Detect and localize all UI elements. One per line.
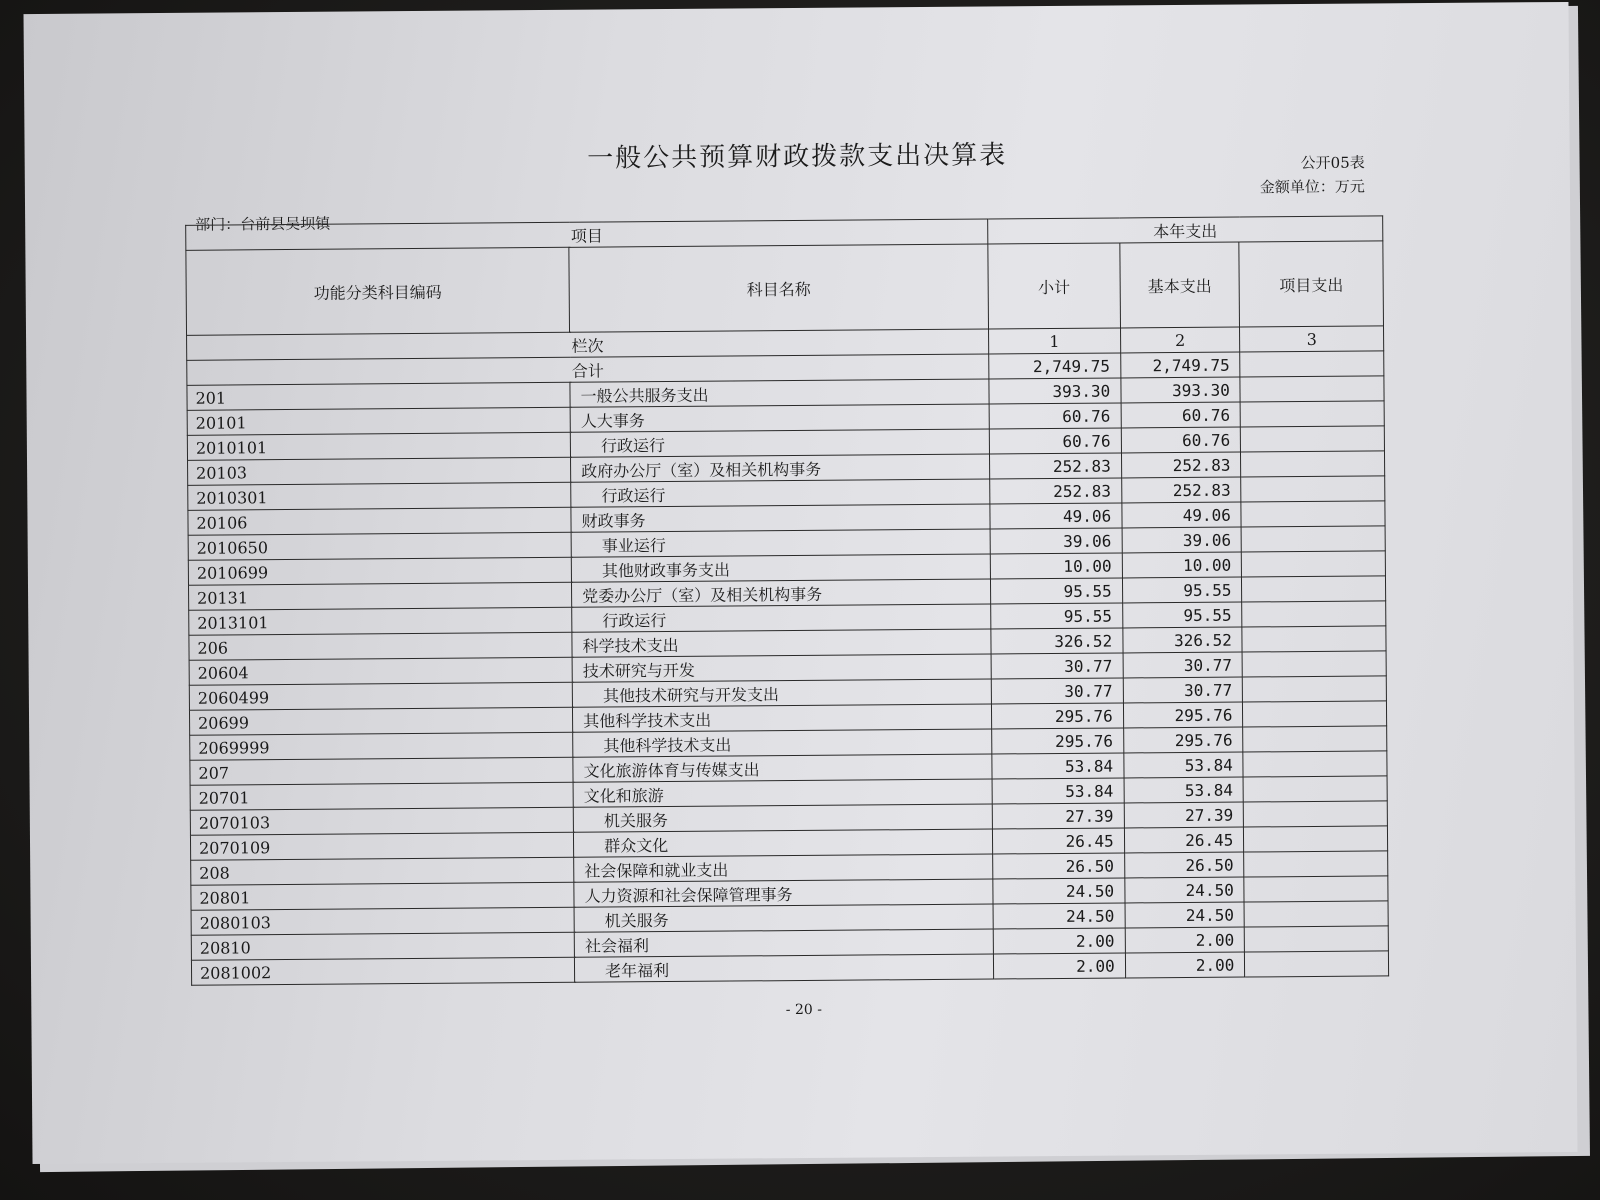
row-project bbox=[1240, 376, 1384, 402]
row-project bbox=[1245, 951, 1389, 977]
row-code: 207 bbox=[190, 757, 573, 785]
row-code: 20131 bbox=[188, 582, 571, 610]
row-subtotal: 295.76 bbox=[992, 728, 1124, 754]
row-basic: 393.30 bbox=[1121, 377, 1241, 403]
row-code: 2069999 bbox=[190, 732, 573, 760]
row-name: 其他技术研究与开发支出 bbox=[572, 679, 991, 707]
row-name: 技术研究与开发 bbox=[572, 654, 991, 682]
row-project bbox=[1243, 726, 1387, 752]
row-subtotal: 2.00 bbox=[993, 928, 1125, 954]
row-code: 20699 bbox=[189, 707, 572, 735]
row-project bbox=[1243, 676, 1387, 702]
row-basic: 295.76 bbox=[1123, 702, 1243, 728]
row-basic: 24.50 bbox=[1125, 902, 1245, 928]
row-code: 2070109 bbox=[190, 832, 573, 860]
row-code: 20106 bbox=[188, 507, 571, 535]
row-subtotal: 26.50 bbox=[993, 853, 1125, 879]
row-subtotal: 60.76 bbox=[989, 403, 1121, 429]
row-basic: 26.45 bbox=[1124, 827, 1244, 853]
row-basic: 49.06 bbox=[1122, 502, 1242, 528]
row-project bbox=[1242, 551, 1386, 577]
row-subtotal: 10.00 bbox=[990, 553, 1122, 579]
row-code: 2080103 bbox=[191, 907, 574, 935]
page-number: - 20 - bbox=[785, 1001, 823, 1019]
row-basic: 10.00 bbox=[1122, 552, 1242, 578]
row-project bbox=[1243, 776, 1387, 802]
row-basic: 326.52 bbox=[1123, 627, 1243, 653]
row-project bbox=[1242, 626, 1386, 652]
row-code: 2010650 bbox=[188, 532, 571, 560]
row-basic: 2.00 bbox=[1125, 927, 1245, 953]
row-name: 其他科学技术支出 bbox=[573, 704, 992, 732]
row-project bbox=[1241, 451, 1385, 477]
row-project bbox=[1242, 651, 1386, 677]
row-basic: 295.76 bbox=[1123, 727, 1243, 753]
row-subtotal: 95.55 bbox=[991, 578, 1123, 604]
row-basic: 24.50 bbox=[1125, 877, 1245, 903]
row-name: 政府办公厅（室）及相关机构事务 bbox=[571, 454, 990, 482]
table-body bbox=[187, 376, 1389, 985]
col-index-2: 2 bbox=[1120, 327, 1240, 353]
row-subtotal: 295.76 bbox=[991, 703, 1123, 729]
row-name: 其他科学技术支出 bbox=[573, 729, 992, 757]
row-code: 20810 bbox=[191, 932, 574, 960]
row-basic: 252.83 bbox=[1121, 477, 1241, 503]
row-code: 20801 bbox=[191, 882, 574, 910]
row-name: 事业运行 bbox=[571, 529, 990, 557]
row-subtotal: 2.00 bbox=[993, 953, 1125, 979]
row-name: 人力资源和社会保障管理事务 bbox=[574, 879, 993, 907]
row-basic: 30.77 bbox=[1123, 652, 1243, 678]
row-name: 群众文化 bbox=[574, 829, 993, 857]
department-label: 部门：台前县吴坝镇 bbox=[195, 214, 331, 234]
row-name: 行政运行 bbox=[571, 479, 990, 507]
row-name: 一般公共服务支出 bbox=[570, 379, 989, 407]
row-code: 20103 bbox=[188, 457, 571, 485]
total-label: 合计 bbox=[187, 354, 989, 385]
row-subtotal: 39.06 bbox=[990, 528, 1122, 554]
row-code: 208 bbox=[191, 857, 574, 885]
row-project bbox=[1244, 801, 1388, 827]
expenditure-table bbox=[185, 215, 1389, 985]
row-name: 文化旅游体育与传媒支出 bbox=[573, 754, 992, 782]
row-code: 2010699 bbox=[188, 557, 571, 585]
header-basic: 基本支出 bbox=[1120, 242, 1240, 328]
total-project bbox=[1240, 351, 1384, 377]
row-code: 2070103 bbox=[190, 807, 573, 835]
row-subtotal: 26.45 bbox=[992, 828, 1124, 854]
row-name: 行政运行 bbox=[572, 604, 991, 632]
row-project bbox=[1241, 501, 1385, 527]
row-name: 科学技术支出 bbox=[572, 629, 991, 657]
row-subtotal: 24.50 bbox=[993, 878, 1125, 904]
row-project bbox=[1241, 426, 1385, 452]
row-name: 财政事务 bbox=[571, 504, 990, 532]
amount-unit: 金额单位：万元 bbox=[1259, 177, 1365, 197]
row-subtotal: 95.55 bbox=[991, 603, 1123, 629]
header-subtotal: 小计 bbox=[988, 243, 1120, 329]
col-index-1: 1 bbox=[989, 328, 1121, 354]
form-code: 公开05表 bbox=[1300, 153, 1365, 173]
row-name: 其他财政事务支出 bbox=[571, 554, 990, 582]
total-subtotal: 2,749.75 bbox=[989, 353, 1121, 379]
row-basic: 39.06 bbox=[1122, 527, 1242, 553]
row-project bbox=[1244, 826, 1388, 852]
row-project bbox=[1245, 926, 1389, 952]
total-basic: 2,749.75 bbox=[1120, 352, 1240, 378]
row-subtotal: 60.76 bbox=[989, 428, 1121, 454]
row-project bbox=[1242, 601, 1386, 627]
row-project bbox=[1244, 876, 1388, 902]
row-basic: 53.84 bbox=[1124, 752, 1244, 778]
row-basic: 27.39 bbox=[1124, 802, 1244, 828]
row-name: 行政运行 bbox=[570, 429, 989, 457]
row-subtotal: 393.30 bbox=[989, 378, 1121, 404]
row-project bbox=[1242, 576, 1386, 602]
header-code: 功能分类科目编码 bbox=[186, 247, 570, 335]
row-subtotal: 53.84 bbox=[992, 778, 1124, 804]
row-basic: 95.55 bbox=[1122, 602, 1242, 628]
row-subtotal: 252.83 bbox=[990, 478, 1122, 504]
row-name: 社会保障和就业支出 bbox=[574, 854, 993, 882]
row-name: 人大事务 bbox=[570, 404, 989, 432]
row-code: 2081002 bbox=[191, 957, 574, 985]
row-name: 党委办公厅（室）及相关机构事务 bbox=[572, 579, 991, 607]
row-project bbox=[1243, 701, 1387, 727]
header-project: 项目 bbox=[186, 219, 988, 250]
row-code: 201 bbox=[187, 382, 570, 410]
row-name: 机关服务 bbox=[574, 904, 993, 932]
row-basic: 2.00 bbox=[1125, 952, 1245, 978]
row-code: 206 bbox=[189, 632, 572, 660]
row-subtotal: 30.77 bbox=[991, 678, 1123, 704]
row-code: 2060499 bbox=[189, 682, 572, 710]
row-subtotal: 30.77 bbox=[991, 653, 1123, 679]
row-name: 文化和旅游 bbox=[573, 779, 992, 807]
row-project bbox=[1244, 901, 1388, 927]
row-basic: 53.84 bbox=[1124, 777, 1244, 803]
row-subtotal: 27.39 bbox=[992, 803, 1124, 829]
header-year-spending: 本年支出 bbox=[988, 216, 1383, 244]
col-index-3: 3 bbox=[1240, 326, 1384, 352]
row-name: 老年福利 bbox=[575, 954, 994, 982]
row-subtotal: 326.52 bbox=[991, 628, 1123, 654]
row-project bbox=[1243, 751, 1387, 777]
row-project bbox=[1240, 401, 1384, 427]
row-code: 2010301 bbox=[188, 482, 571, 510]
row-subtotal: 24.50 bbox=[993, 903, 1125, 929]
row-project bbox=[1241, 526, 1385, 552]
document-page bbox=[24, 2, 1578, 1164]
row-basic: 60.76 bbox=[1121, 402, 1241, 428]
row-code: 2013101 bbox=[189, 607, 572, 635]
row-basic: 95.55 bbox=[1122, 577, 1242, 603]
row-project bbox=[1241, 476, 1385, 502]
row-subtotal: 49.06 bbox=[990, 503, 1122, 529]
row-basic: 30.77 bbox=[1123, 677, 1243, 703]
row-subtotal: 53.84 bbox=[992, 753, 1124, 779]
document-title: 一般公共预算财政拨款支出决算表 bbox=[587, 140, 1008, 174]
row-code: 2010101 bbox=[187, 432, 570, 460]
row-basic: 60.76 bbox=[1121, 427, 1241, 453]
row-basic: 252.83 bbox=[1121, 452, 1241, 478]
header-col-index: 栏次 bbox=[187, 329, 989, 360]
header-project-spending: 项目支出 bbox=[1239, 241, 1383, 327]
row-basic: 26.50 bbox=[1124, 852, 1244, 878]
header-name: 科目名称 bbox=[569, 244, 989, 332]
row-code: 20101 bbox=[187, 407, 570, 435]
row-project bbox=[1244, 851, 1388, 877]
row-subtotal: 252.83 bbox=[990, 453, 1122, 479]
row-name: 社会福利 bbox=[574, 929, 993, 957]
row-code: 20604 bbox=[189, 657, 572, 685]
row-code: 20701 bbox=[190, 782, 573, 810]
row-name: 机关服务 bbox=[573, 804, 992, 832]
